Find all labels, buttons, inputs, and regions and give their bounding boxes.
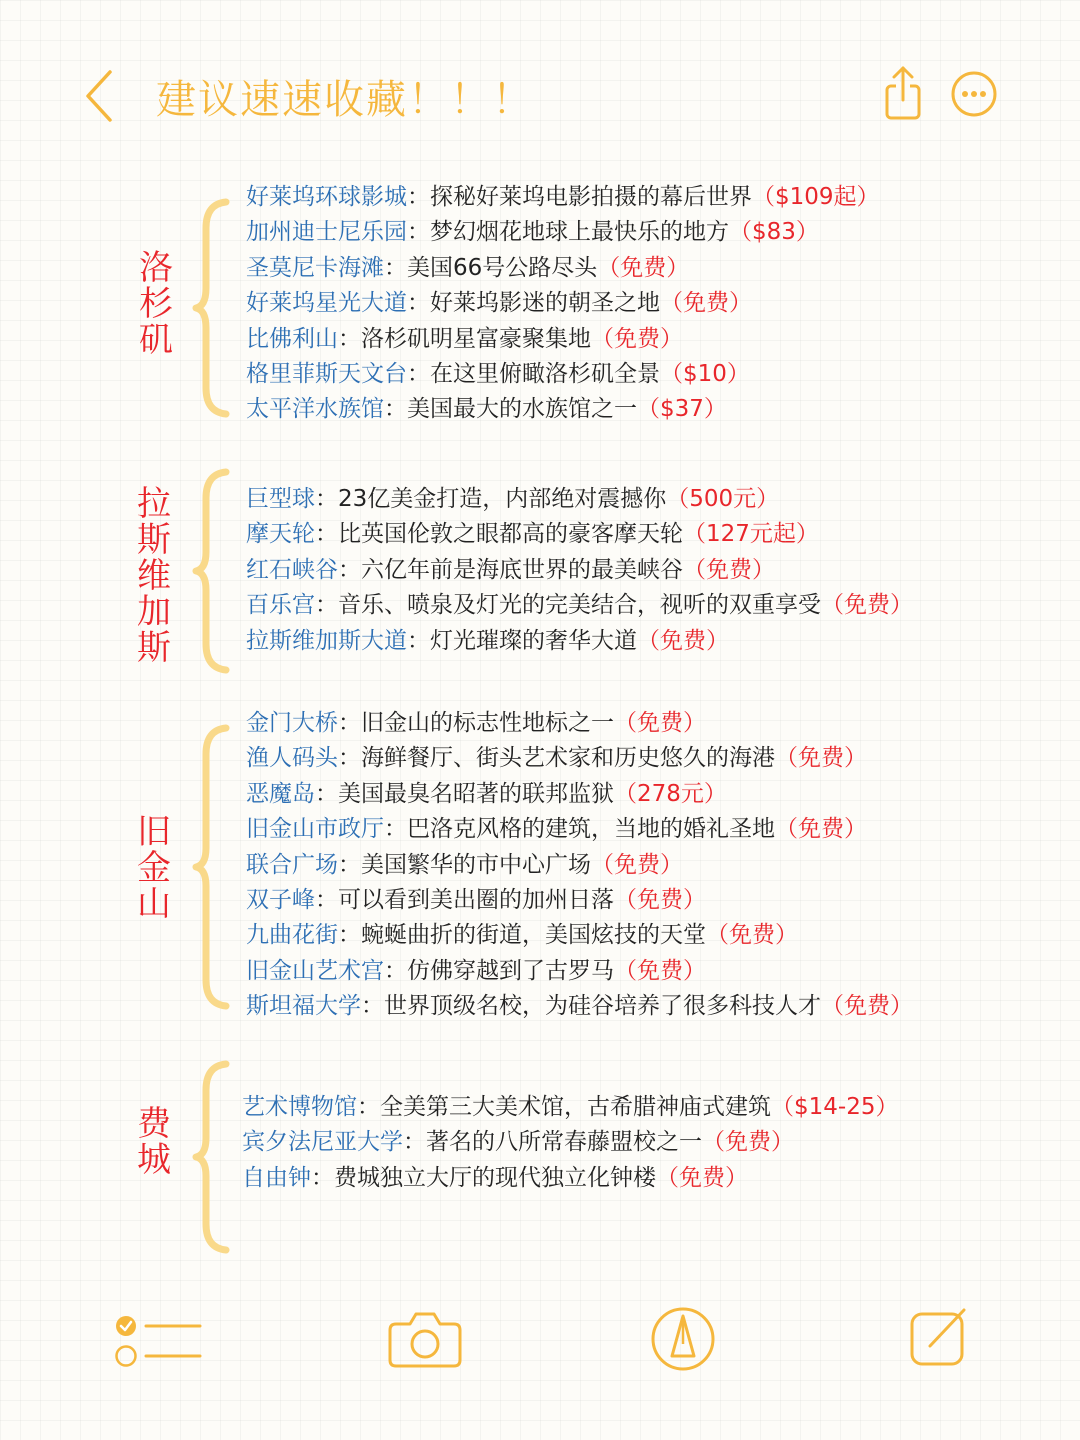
place-price: （免费） bbox=[597, 254, 690, 281]
list-item: 斯坦福大学：世界顶级名校，为硅谷培养了很多科技人才（免费） bbox=[246, 993, 913, 1020]
place-name: 百乐宫 bbox=[246, 592, 315, 619]
place-name: 斯坦福大学 bbox=[246, 993, 361, 1020]
place-desc: 海鲜餐厅、街头艺术家和历史悠久的海港 bbox=[361, 745, 775, 772]
place-desc: 洛杉矶明星富豪聚集地 bbox=[361, 325, 591, 352]
list-item: 旧金山市政厅：巴洛克风格的建筑，当地的婚礼圣地（免费） bbox=[246, 816, 867, 843]
brace-icon bbox=[192, 1060, 232, 1254]
place-price: （278元） bbox=[614, 780, 727, 807]
list-item: 恶魔岛：美国最臭名昭著的联邦监狱（278元） bbox=[246, 780, 727, 807]
note-title: 建议速速收藏！！！ bbox=[156, 77, 534, 123]
place-price: （$37） bbox=[637, 396, 727, 423]
place-name: 渔人码头 bbox=[246, 745, 338, 772]
checklist-button[interactable] bbox=[110, 1310, 206, 1370]
place-desc: 可以看到美出圈的加州日落 bbox=[338, 886, 614, 913]
list-item: 比佛利山：洛杉矶明星富豪聚集地（免费） bbox=[246, 325, 683, 352]
place-price: （免费） bbox=[591, 325, 683, 352]
city-label: 拉斯维加斯 bbox=[137, 484, 171, 668]
place-desc: 六亿年前是海底世界的最美峡谷 bbox=[361, 556, 683, 583]
place-price: （127元起） bbox=[683, 521, 819, 548]
place-name: 加州迪士尼乐园 bbox=[246, 219, 407, 246]
city-label: 费城 bbox=[137, 1104, 171, 1180]
place-price: （$10） bbox=[660, 360, 750, 387]
place-price: （$109起） bbox=[752, 184, 880, 210]
list-item: 渔人码头：海鲜餐厅、街头艺术家和历史悠久的海港（免费） bbox=[246, 745, 867, 772]
place-price: （免费） bbox=[591, 851, 683, 878]
list-item: 金门大桥：旧金山的标志性地标之一（免费） bbox=[246, 710, 706, 736]
place-name: 双子峰 bbox=[246, 886, 315, 913]
place-name: 巨型球 bbox=[246, 486, 315, 512]
place-price: （免费） bbox=[821, 592, 913, 619]
place-desc: 在这里俯瞰洛杉矶全景 bbox=[430, 360, 660, 387]
list-item: 九曲花街：蜿蜒曲折的街道，美国炫技的天堂（免费） bbox=[246, 922, 798, 949]
list-item: 好莱坞环球影城：探秘好莱坞电影拍摄的幕后世界（$109起） bbox=[246, 184, 880, 210]
place-name: 旧金山市政厅 bbox=[246, 816, 384, 843]
place-name: 联合广场 bbox=[246, 851, 338, 878]
place-desc: 美国繁华的市中心广场 bbox=[361, 851, 591, 878]
place-desc: 费城独立大厅的现代独立化钟楼 bbox=[334, 1164, 656, 1191]
place-name: 恶魔岛 bbox=[246, 780, 315, 807]
section-las-vegas bbox=[0, 482, 1080, 682]
list-item: 格里菲斯天文台：在这里俯瞰洛杉矶全景（$10） bbox=[246, 360, 750, 387]
city-label: 洛杉矶 bbox=[139, 248, 173, 360]
place-desc: 著名的八所常春藤盟校之一 bbox=[426, 1129, 702, 1156]
list-item: 自由钟：费城独立大厅的现代独立化钟楼（免费） bbox=[242, 1164, 748, 1191]
place-price: （免费） bbox=[683, 556, 775, 583]
brace-icon bbox=[192, 724, 232, 1010]
compose-icon bbox=[908, 1306, 970, 1368]
place-price: （免费） bbox=[637, 627, 729, 654]
place-desc: 比英国伦敦之眼都高的豪客摩天轮 bbox=[338, 521, 683, 548]
place-desc: 灯光璀璨的奢华大道 bbox=[430, 627, 637, 654]
place-name: 艺术博物馆 bbox=[242, 1094, 357, 1120]
place-price: （免费） bbox=[775, 745, 867, 772]
place-price: （免费） bbox=[821, 993, 913, 1020]
list-item: 宾夕法尼亚大学：著名的八所常春藤盟校之一（免费） bbox=[242, 1129, 794, 1156]
checklist-icon bbox=[110, 1310, 206, 1370]
camera-button[interactable] bbox=[386, 1308, 464, 1370]
list-item: 好莱坞星光大道：好莱坞影迷的朝圣之地（免费） bbox=[246, 290, 752, 317]
bottom-toolbar bbox=[0, 1290, 1080, 1400]
brace-icon bbox=[192, 468, 232, 674]
place-name: 好莱坞环球影城 bbox=[246, 184, 407, 210]
place-name: 比佛利山 bbox=[246, 325, 338, 352]
list-item: 艺术博物馆：全美第三大美术馆，古希腊神庙式建筑（$14-25） bbox=[242, 1094, 899, 1120]
list-item: 红石峡谷：六亿年前是海底世界的最美峡谷（免费） bbox=[246, 556, 775, 583]
place-desc: 世界顶级名校，为硅谷培养了很多科技人才 bbox=[384, 993, 821, 1020]
place-price: （免费） bbox=[775, 816, 867, 843]
place-price: （免费） bbox=[656, 1164, 748, 1191]
place-price: （免费） bbox=[614, 957, 706, 984]
place-desc: 23亿美金打造，内部绝对震撼你 bbox=[338, 486, 667, 512]
place-desc: 好莱坞影迷的朝圣之地 bbox=[430, 290, 660, 317]
place-name: 金门大桥 bbox=[246, 710, 338, 736]
list-item: 巨型球：23亿美金打造，内部绝对震撼你（500元） bbox=[246, 486, 780, 512]
place-desc: 蜿蜒曲折的街道，美国炫技的天堂 bbox=[361, 922, 706, 949]
camera-icon bbox=[386, 1308, 464, 1370]
place-desc: 梦幻烟花地球上最快乐的地方 bbox=[430, 219, 729, 246]
list-item: 百乐宫：音乐、喷泉及灯光的完美结合，视听的双重享受（免费） bbox=[246, 592, 913, 619]
place-desc: 美国最大的水族馆之一 bbox=[407, 396, 637, 423]
place-name: 格里菲斯天文台 bbox=[246, 360, 407, 387]
place-name: 太平洋水族馆 bbox=[246, 396, 384, 423]
place-desc: 全美第三大美术馆，古希腊神庙式建筑 bbox=[380, 1094, 771, 1120]
place-price: （免费） bbox=[660, 290, 752, 317]
place-name: 九曲花街 bbox=[246, 922, 338, 949]
place-price: （$83） bbox=[729, 219, 819, 246]
more-button[interactable] bbox=[950, 70, 998, 118]
markup-button[interactable] bbox=[650, 1306, 716, 1372]
list-item: 拉斯维加斯大道：灯光璀璨的奢华大道（免费） bbox=[246, 627, 729, 654]
share-icon bbox=[878, 64, 928, 124]
place-name: 自由钟 bbox=[242, 1164, 311, 1191]
city-label: 旧金山 bbox=[137, 812, 171, 924]
place-price: （免费） bbox=[614, 710, 706, 736]
place-name: 拉斯维加斯大道 bbox=[246, 627, 407, 654]
ellipsis-icon bbox=[950, 70, 998, 118]
place-desc: 探秘好莱坞电影拍摄的幕后世界 bbox=[430, 184, 752, 210]
place-name: 旧金山艺术宫 bbox=[246, 957, 384, 984]
list-item: 太平洋水族馆：美国最大的水族馆之一（$37） bbox=[246, 396, 727, 423]
place-price: （免费） bbox=[706, 922, 798, 949]
share-button[interactable] bbox=[878, 64, 928, 124]
place-name: 好莱坞星光大道 bbox=[246, 290, 407, 317]
brace-icon bbox=[192, 198, 232, 418]
place-desc: 仿佛穿越到了古罗马 bbox=[407, 957, 614, 984]
chevron-left-icon bbox=[78, 66, 128, 126]
place-desc: 巴洛克风格的建筑，当地的婚礼圣地 bbox=[407, 816, 775, 843]
nav-header bbox=[0, 0, 1080, 190]
section-san-francisco bbox=[0, 706, 1080, 1036]
place-price: （500元） bbox=[666, 486, 780, 512]
place-desc: 旧金山的标志性地标之一 bbox=[361, 710, 614, 736]
list-item: 圣莫尼卡海滩：美国66号公路尽头（免费） bbox=[246, 254, 690, 281]
back-button[interactable] bbox=[78, 66, 128, 126]
pen-tip-icon bbox=[650, 1306, 716, 1372]
place-name: 摩天轮 bbox=[246, 521, 315, 548]
section-philadelphia bbox=[0, 1090, 1080, 1260]
place-name: 圣莫尼卡海滩 bbox=[246, 254, 384, 281]
list-item: 双子峰：可以看到美出圈的加州日落（免费） bbox=[246, 886, 706, 913]
section-los-angeles bbox=[0, 180, 1080, 423]
place-price: （$14-25） bbox=[771, 1094, 899, 1120]
list-item: 联合广场：美国繁华的市中心广场（免费） bbox=[246, 851, 683, 878]
place-price: （免费） bbox=[614, 886, 706, 913]
compose-button[interactable] bbox=[908, 1306, 970, 1368]
place-desc: 音乐、喷泉及灯光的完美结合，视听的双重享受 bbox=[338, 592, 821, 619]
place-desc: 美国66号公路尽头 bbox=[407, 254, 598, 281]
list-item: 旧金山艺术宫：仿佛穿越到了古罗马（免费） bbox=[246, 957, 706, 984]
place-name: 红石峡谷 bbox=[246, 556, 338, 583]
list-item: 摩天轮：比英国伦敦之眼都高的豪客摩天轮（127元起） bbox=[246, 521, 819, 548]
place-name: 宾夕法尼亚大学 bbox=[242, 1129, 403, 1156]
place-desc: 美国最臭名昭著的联邦监狱 bbox=[338, 780, 614, 807]
place-price: （免费） bbox=[702, 1129, 794, 1156]
list-item: 加州迪士尼乐园：梦幻烟花地球上最快乐的地方（$83） bbox=[246, 219, 819, 246]
